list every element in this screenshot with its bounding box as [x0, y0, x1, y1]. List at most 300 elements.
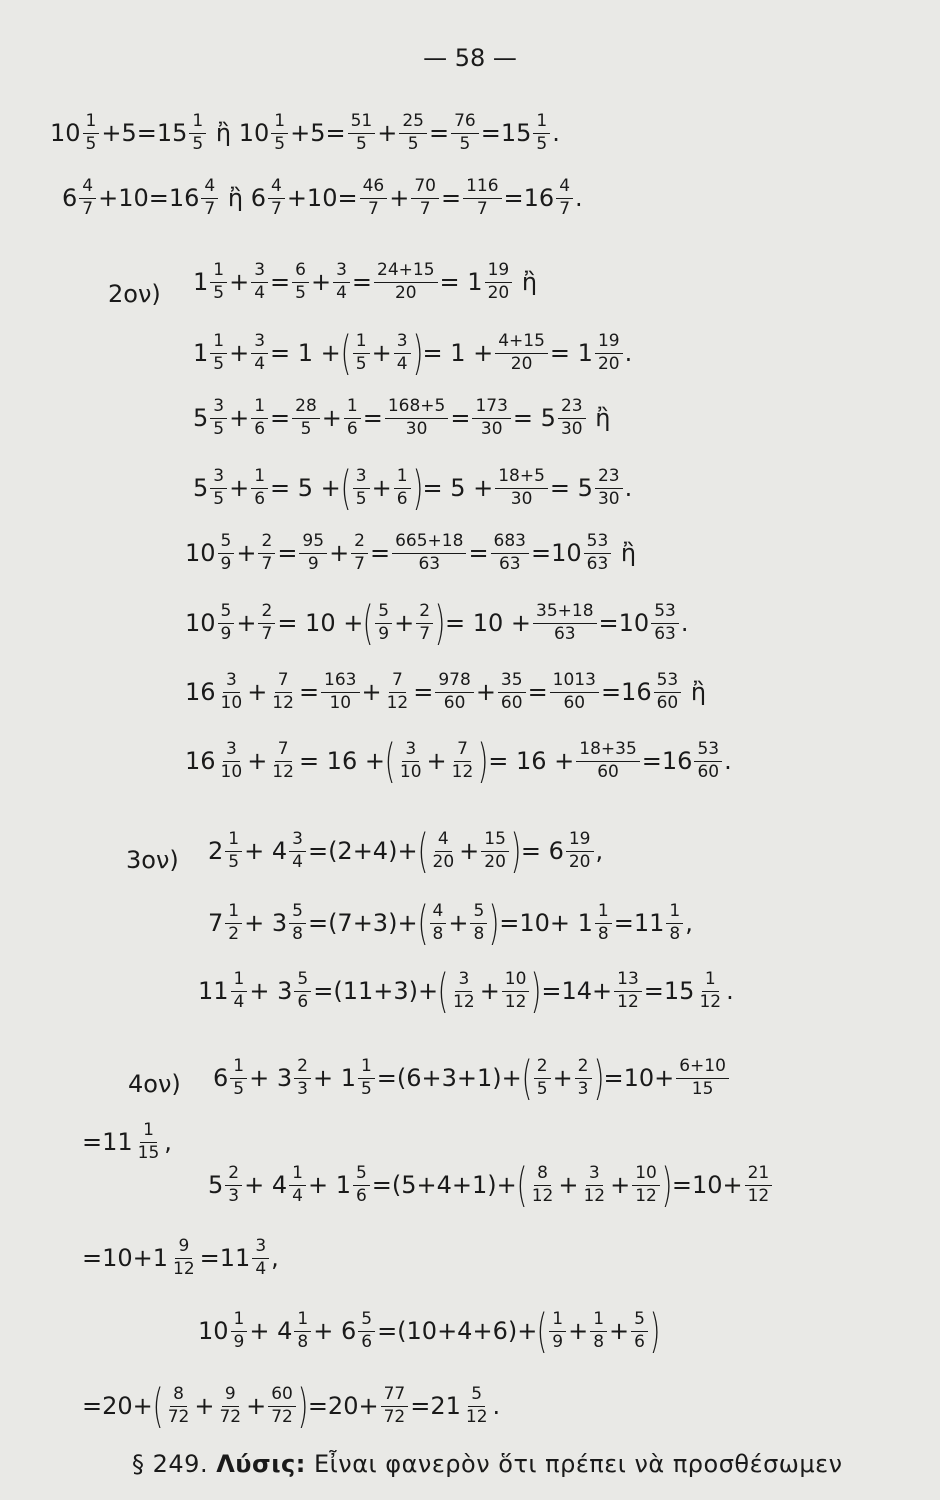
- numerator: 53: [654, 672, 682, 693]
- numerator: 1: [595, 903, 612, 924]
- denominator: 4: [254, 353, 266, 374]
- denominator: 7: [559, 198, 571, 219]
- numerator: 70: [411, 178, 439, 199]
- denominator: 7: [270, 198, 282, 219]
- fraction: [79, 178, 96, 219]
- numerator: 15: [481, 831, 509, 852]
- fraction: [230, 1055, 247, 1099]
- denominator: 5: [213, 418, 225, 439]
- math-text: =16: [641, 747, 693, 775]
- fraction: [289, 828, 306, 872]
- math-text: +: [329, 539, 350, 568]
- fraction: [529, 1162, 557, 1206]
- numerator: 7: [389, 672, 406, 693]
- fraction: [485, 262, 513, 303]
- fraction: [463, 178, 501, 219]
- math-text: +: [229, 268, 250, 297]
- denominator: 5: [213, 353, 225, 374]
- numerator: 4: [556, 178, 573, 199]
- math-text: .: [726, 977, 734, 1005]
- math-text: = 16 +: [488, 747, 575, 775]
- fraction: [268, 178, 285, 219]
- denominator: 7: [261, 553, 273, 574]
- math-text: =: [450, 404, 471, 433]
- numerator: 3: [223, 741, 240, 762]
- math-text: 1: [193, 339, 209, 367]
- math-text: 5: [193, 404, 209, 433]
- section-footer: [132, 1450, 843, 1478]
- denominator: 72: [383, 1406, 406, 1427]
- math-text: +: [247, 678, 268, 707]
- open-paren: (: [521, 1051, 533, 1105]
- math-text: =: [428, 119, 450, 148]
- numerator: 5: [289, 903, 306, 924]
- numerator: 19: [595, 333, 623, 354]
- numerator: 7: [275, 672, 292, 693]
- numerator: 1: [83, 113, 100, 134]
- numerator: 9: [222, 1386, 239, 1407]
- denominator: 12: [465, 1406, 488, 1427]
- math-text: 10: [185, 539, 216, 568]
- math-text: +: [310, 268, 332, 297]
- math-text: +: [479, 977, 500, 1005]
- denominator: 5: [355, 488, 367, 509]
- fraction: [411, 178, 439, 219]
- numerator: 4: [79, 178, 96, 199]
- fraction: [299, 533, 327, 574]
- numerator: 46: [360, 178, 388, 199]
- numerator: 173: [472, 398, 510, 419]
- math-text: =10: [531, 539, 582, 568]
- part-label-4: 4ον): [128, 1070, 181, 1098]
- numerator: 116: [463, 178, 501, 199]
- math-text: =: [370, 539, 391, 568]
- fraction: [289, 900, 306, 944]
- fraction: [576, 738, 640, 782]
- part-label-3: 3ον): [126, 846, 179, 874]
- denominator: 10: [220, 761, 243, 782]
- fraction: [595, 900, 612, 944]
- denominator: 6: [346, 418, 358, 439]
- section-keyword: Λύσις:: [216, 1450, 306, 1478]
- denominator: 12: [386, 692, 409, 713]
- math-text: .: [680, 609, 689, 637]
- math-text: = 5: [549, 474, 593, 502]
- equation-line: [208, 824, 604, 878]
- fraction: [558, 398, 586, 439]
- fraction: [491, 533, 529, 574]
- equation-line: [193, 398, 610, 439]
- numerator: 6: [292, 262, 309, 283]
- numerator: 2: [351, 533, 368, 554]
- numerator: 3: [210, 468, 227, 489]
- denominator: 5: [300, 418, 312, 439]
- open-paren: (: [417, 896, 428, 950]
- denominator: 20: [510, 353, 533, 374]
- denominator: 12: [617, 991, 639, 1012]
- numerator: 5: [294, 971, 311, 992]
- denominator: 5: [360, 1078, 372, 1099]
- math-text: +: [389, 184, 410, 213]
- numerator: 8: [170, 1386, 187, 1407]
- numerator: 95: [299, 533, 327, 554]
- fraction: [374, 262, 438, 303]
- math-text: =(11+3)+: [313, 977, 439, 1005]
- numerator: 1: [533, 113, 550, 134]
- page-number: — 58 —: [423, 44, 517, 72]
- math-text: .: [492, 1392, 501, 1420]
- fraction: [381, 1383, 409, 1427]
- open-paren: (: [536, 1304, 548, 1358]
- numerator: 5: [353, 1165, 370, 1186]
- math-text: = 6: [520, 837, 564, 865]
- math-text: = 1 +: [422, 339, 494, 367]
- fraction: [269, 738, 297, 782]
- math-text: ἢ: [683, 678, 707, 707]
- math-text: +: [236, 609, 257, 637]
- fraction: [495, 465, 548, 509]
- fraction: [451, 113, 479, 154]
- fraction: [353, 465, 370, 509]
- denominator: 12: [635, 1185, 657, 1206]
- denominator: 3: [577, 1078, 589, 1099]
- denominator: 7: [419, 198, 431, 219]
- math-text: = 10 +: [445, 609, 532, 637]
- math-text: 5: [208, 1171, 224, 1199]
- math-text: +: [394, 609, 415, 637]
- denominator: 8: [597, 923, 609, 944]
- denominator: 4: [233, 991, 245, 1012]
- denominator: 8: [473, 923, 485, 944]
- numerator: 5: [468, 1386, 485, 1407]
- fraction: [397, 738, 425, 782]
- numerator: 3: [289, 831, 306, 852]
- numerator: 3: [455, 971, 472, 992]
- numerator: 35+18: [533, 603, 597, 624]
- denominator: 12: [504, 991, 527, 1012]
- numerator: 7: [454, 741, 471, 762]
- math-text: 16: [185, 678, 216, 707]
- math-text: +: [229, 404, 250, 433]
- fraction: [394, 330, 411, 374]
- denominator: 6: [396, 488, 408, 509]
- denominator: 8: [292, 923, 303, 944]
- fraction: [533, 600, 597, 644]
- numerator: 665+18: [392, 533, 466, 554]
- math-text: = 5 +: [270, 474, 341, 502]
- open-paren: (: [340, 461, 352, 515]
- denominator: 60: [656, 692, 679, 713]
- fraction: [251, 398, 268, 439]
- fraction: [360, 178, 388, 219]
- denominator: 5: [233, 1078, 245, 1099]
- fraction: [251, 465, 268, 509]
- numerator: 13: [614, 971, 642, 992]
- fraction: [676, 1055, 729, 1099]
- math-text: = 1: [439, 268, 483, 297]
- fraction: [575, 1055, 592, 1099]
- denominator: 8: [669, 923, 681, 944]
- math-text: =(7+3)+: [307, 909, 418, 937]
- math-text: 10: [50, 119, 81, 148]
- fraction: [344, 398, 361, 439]
- math-text: + 6: [313, 1317, 357, 1345]
- equation-line: [193, 326, 633, 380]
- fraction: [590, 1308, 607, 1352]
- numerator: 7: [275, 741, 292, 762]
- equation-line: [185, 596, 689, 650]
- fraction: [470, 900, 487, 944]
- denominator: 15: [691, 1078, 714, 1099]
- numerator: 2: [225, 1165, 242, 1186]
- math-text: =20+: [307, 1392, 379, 1420]
- math-text: =11: [199, 1244, 251, 1273]
- close-paren: ): [661, 1158, 673, 1212]
- numerator: 77: [381, 1386, 409, 1407]
- denominator: 5: [274, 133, 286, 154]
- denominator: 5: [228, 851, 240, 872]
- close-paren: ): [297, 1379, 309, 1433]
- fraction: [430, 828, 458, 872]
- fraction: [498, 672, 526, 713]
- numerator: 1: [271, 113, 288, 134]
- fraction: [399, 113, 427, 154]
- fraction: [252, 1238, 269, 1279]
- fraction: [584, 533, 612, 574]
- fraction: [358, 1055, 375, 1099]
- fraction: [394, 465, 411, 509]
- fraction: [231, 968, 248, 1012]
- numerator: 53: [651, 603, 679, 624]
- math-text: ,: [685, 909, 693, 937]
- fraction: [225, 828, 242, 872]
- fraction: [580, 1162, 608, 1206]
- fraction: [694, 738, 722, 782]
- numerator: 1: [590, 1311, 607, 1332]
- math-text: =16: [600, 678, 652, 707]
- denominator: 9: [233, 1331, 245, 1352]
- numerator: 5: [470, 903, 487, 924]
- math-text: ἢ 6: [220, 184, 266, 213]
- denominator: 4: [292, 1185, 303, 1206]
- denominator: 5: [355, 353, 367, 374]
- fraction: [268, 1383, 296, 1427]
- numerator: 53: [694, 741, 722, 762]
- numerator: 2: [294, 1058, 311, 1079]
- denominator: 3: [297, 1078, 308, 1099]
- math-text: 5: [193, 474, 209, 502]
- math-text: + 1: [307, 1171, 351, 1199]
- denominator: 5: [192, 133, 204, 154]
- fraction: [218, 533, 235, 574]
- denominator: 20: [487, 282, 510, 303]
- fraction: [251, 262, 268, 303]
- math-text: =15: [643, 977, 695, 1005]
- fraction: [696, 968, 724, 1012]
- denominator: 6: [297, 991, 309, 1012]
- close-paren: ): [412, 461, 423, 515]
- denominator: 12: [531, 1185, 554, 1206]
- fraction: [502, 968, 530, 1012]
- fraction: [745, 1162, 773, 1206]
- numerator: 51: [348, 113, 376, 134]
- math-text: +: [558, 1171, 579, 1199]
- numerator: 1: [210, 262, 227, 283]
- denominator: 12: [699, 991, 722, 1012]
- denominator: 7: [354, 553, 365, 574]
- denominator: 6: [634, 1331, 645, 1352]
- open-paren: (: [362, 596, 374, 650]
- equation-line: [62, 178, 583, 219]
- math-text: =: [298, 678, 320, 707]
- numerator: 4: [435, 831, 452, 852]
- numerator: 1: [289, 1165, 306, 1186]
- math-text: ἢ: [587, 404, 611, 433]
- fraction: [225, 1162, 242, 1206]
- fraction: [595, 330, 623, 374]
- math-text: =(5+4+1)+: [371, 1171, 517, 1199]
- math-text: + 4: [249, 1317, 293, 1345]
- open-paren: (: [152, 1379, 164, 1433]
- math-text: = 5 +: [422, 474, 494, 502]
- fraction: [210, 398, 227, 439]
- denominator: 12: [747, 1185, 770, 1206]
- numerator: 21: [745, 1165, 773, 1186]
- numerator: 163: [321, 672, 359, 693]
- math-text: = 10 +: [277, 609, 364, 637]
- denominator: 4: [396, 353, 408, 374]
- math-text: = 16 +: [298, 747, 385, 775]
- math-text: 6: [62, 184, 78, 213]
- numerator: 23: [595, 468, 623, 489]
- denominator: 4: [254, 282, 266, 303]
- fraction: [258, 600, 275, 644]
- numerator: 978: [435, 672, 473, 693]
- denominator: 8: [593, 1331, 605, 1352]
- fraction: [271, 113, 288, 154]
- numerator: 53: [584, 533, 612, 554]
- equation-line: [198, 964, 734, 1018]
- math-text: =10: [598, 609, 650, 637]
- denominator: 7: [204, 198, 216, 219]
- math-text: =14+: [541, 977, 613, 1005]
- open-paren: (: [384, 734, 396, 788]
- numerator: 2: [416, 603, 433, 624]
- math-text: = 1 +: [270, 339, 341, 367]
- fraction: [216, 1383, 244, 1427]
- denominator: 30: [480, 418, 503, 439]
- denominator: 63: [418, 553, 441, 574]
- fraction: [251, 330, 268, 374]
- fraction: [294, 968, 311, 1012]
- fraction: [289, 1162, 306, 1206]
- math-text: +: [229, 339, 250, 367]
- math-text: =15: [480, 119, 532, 148]
- denominator: 30: [560, 418, 583, 439]
- math-text: =10+ 1: [499, 909, 593, 937]
- math-text: =20+: [82, 1392, 153, 1420]
- fraction: [189, 113, 206, 154]
- numerator: 2: [258, 533, 275, 554]
- denominator: 9: [220, 623, 232, 644]
- denominator: 12: [272, 761, 294, 782]
- denominator: 63: [498, 553, 521, 574]
- math-text: =(6+3+1)+: [376, 1064, 522, 1092]
- denominator: 9: [307, 553, 319, 574]
- denominator: 5: [536, 1078, 548, 1099]
- numerator: 3: [251, 333, 268, 354]
- numerator: 168+5: [385, 398, 449, 419]
- denominator: 5: [295, 282, 306, 303]
- fraction: [430, 900, 447, 944]
- math-text: ἢ: [613, 539, 637, 568]
- fraction: [533, 113, 550, 154]
- fraction: [294, 1055, 311, 1099]
- denominator: 12: [583, 1185, 606, 1206]
- denominator: 7: [476, 198, 488, 219]
- math-text: +: [194, 1392, 215, 1420]
- numerator: 5: [358, 1311, 375, 1332]
- math-text: .: [575, 184, 583, 213]
- math-text: 16: [185, 747, 216, 775]
- denominator: 60: [563, 692, 586, 713]
- fraction: [384, 672, 412, 713]
- denominator: 3: [228, 1185, 240, 1206]
- math-text: +: [448, 909, 469, 937]
- numerator: 1: [251, 398, 268, 419]
- open-paren: (: [417, 824, 428, 878]
- numerator: 5: [218, 603, 235, 624]
- math-text: +: [321, 404, 342, 433]
- fraction: [566, 828, 594, 872]
- fraction: [294, 1308, 311, 1352]
- fraction: [292, 262, 309, 303]
- numerator: 1: [189, 113, 206, 134]
- numerator: 18+35: [576, 741, 640, 762]
- numerator: 1: [344, 398, 361, 419]
- fraction: [170, 1238, 198, 1279]
- math-text: ἢ: [514, 268, 538, 297]
- fraction: [348, 113, 376, 154]
- section-number: § 249.: [132, 1450, 209, 1478]
- denominator: 30: [597, 488, 620, 509]
- denominator: 12: [272, 692, 294, 713]
- denominator: 20: [597, 353, 620, 374]
- fraction: [385, 398, 449, 439]
- numerator: 25: [399, 113, 427, 134]
- fraction: [333, 262, 350, 303]
- fraction: [435, 672, 473, 713]
- fraction: [165, 1383, 193, 1427]
- numerator: 1: [210, 333, 227, 354]
- math-text: +: [247, 747, 268, 775]
- fraction: [556, 178, 573, 219]
- denominator: 60: [500, 692, 523, 713]
- denominator: 72: [271, 1406, 293, 1427]
- close-paren: ): [531, 964, 542, 1018]
- fraction: [210, 262, 227, 303]
- math-text: +: [361, 678, 382, 707]
- numerator: 23: [558, 398, 586, 419]
- math-text: =10+1: [82, 1244, 169, 1273]
- numerator: 4+15: [495, 333, 548, 354]
- math-text: =: [277, 539, 298, 568]
- close-paren: ): [434, 596, 446, 650]
- math-text: .: [724, 747, 732, 775]
- fraction: [218, 738, 246, 782]
- numerator: 1013: [550, 672, 599, 693]
- math-text: =11: [82, 1128, 133, 1157]
